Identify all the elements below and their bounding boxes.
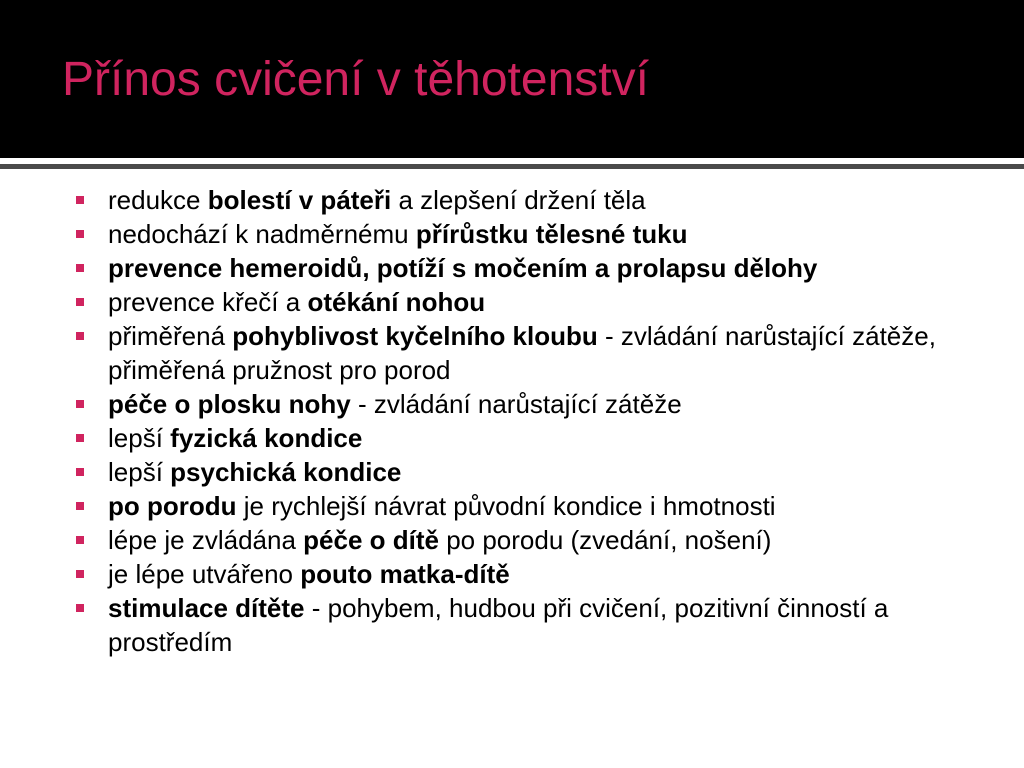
bullet-text-bold: po porodu bbox=[108, 491, 237, 521]
bullet-text: lepší bbox=[108, 457, 171, 487]
bullet-text: - pohybem, hudbou při cvičení, pozitivní činností a prostředím bbox=[108, 593, 889, 657]
bullet-text: nedochází k nadměrnému bbox=[108, 219, 416, 249]
bullet-text-bold: pouto matka-dítě bbox=[300, 559, 510, 589]
bullet-text: je lépe utvářeno bbox=[108, 559, 301, 589]
bullet-text: - zvládání narůstající zátěže, přiměřená pružnost pro porod bbox=[108, 321, 936, 385]
square-bullet-icon bbox=[76, 298, 84, 306]
bullet-text: prevence křečí a bbox=[108, 287, 308, 317]
square-bullet-icon bbox=[76, 400, 84, 408]
square-bullet-icon bbox=[76, 502, 84, 510]
bullet-text: po porodu (zvedání, nošení) bbox=[438, 525, 772, 555]
bullet-text-bold: fyzická kondice bbox=[170, 423, 363, 453]
bullet-text-bold: péče o plosku nohy bbox=[108, 389, 351, 419]
bullet-item bbox=[70, 455, 970, 489]
bullet-text-bold: stimulace dítěte bbox=[108, 593, 305, 623]
bullet-text: a zlepšení držení těla bbox=[391, 185, 646, 215]
square-bullet-icon bbox=[76, 536, 84, 544]
title-divider-line bbox=[0, 164, 1024, 169]
bullet-text-bold: přírůstku tělesné tuku bbox=[415, 219, 688, 249]
bullet-text-bold: otékání nohou bbox=[307, 287, 486, 317]
bullet-text-bold: psychická kondice bbox=[170, 457, 402, 487]
bullet-text-bold: prevence hemeroidů, potíží s močením a prolapsu dělohy bbox=[108, 253, 818, 283]
bullet-text: lepší bbox=[108, 423, 171, 453]
bullet-text: lépe je zvládána bbox=[108, 525, 304, 555]
square-bullet-icon bbox=[76, 196, 84, 204]
square-bullet-icon bbox=[76, 468, 84, 476]
square-bullet-icon bbox=[76, 332, 84, 340]
bullet-item bbox=[70, 421, 970, 455]
bullet-item bbox=[70, 285, 970, 319]
square-bullet-icon bbox=[76, 434, 84, 442]
bullet-item bbox=[70, 489, 970, 523]
square-bullet-icon bbox=[76, 230, 84, 238]
bullet-item bbox=[70, 217, 970, 251]
bullet-text: přiměřená bbox=[108, 321, 233, 351]
title-bar bbox=[0, 0, 1024, 158]
bullet-item bbox=[70, 387, 970, 421]
square-bullet-icon bbox=[76, 604, 84, 612]
square-bullet-icon bbox=[76, 264, 84, 272]
bullet-text-bold: pohyblivost kyčelního kloubu bbox=[232, 321, 598, 351]
bullet-text-bold: péče o dítě bbox=[303, 525, 439, 555]
square-bullet-icon bbox=[76, 570, 84, 578]
bullet-item bbox=[70, 523, 970, 557]
bullet-item bbox=[70, 251, 970, 285]
bullet-text: redukce bbox=[108, 185, 208, 215]
bullet-text-bold: bolestí v páteři bbox=[207, 185, 392, 215]
bullet-text: - zvládání narůstající zátěže bbox=[350, 389, 682, 419]
bullet-item bbox=[70, 319, 970, 387]
slide-title: Přínos cvičení v těhotenství bbox=[62, 53, 649, 106]
bullet-text: je rychlejší návrat původní kondice i hmotnosti bbox=[236, 491, 776, 521]
bullet-item bbox=[70, 591, 970, 659]
title-divider-gap bbox=[0, 158, 1024, 162]
bullet-item bbox=[70, 183, 970, 217]
bullet-item bbox=[70, 557, 970, 591]
bullet-list bbox=[70, 183, 970, 659]
